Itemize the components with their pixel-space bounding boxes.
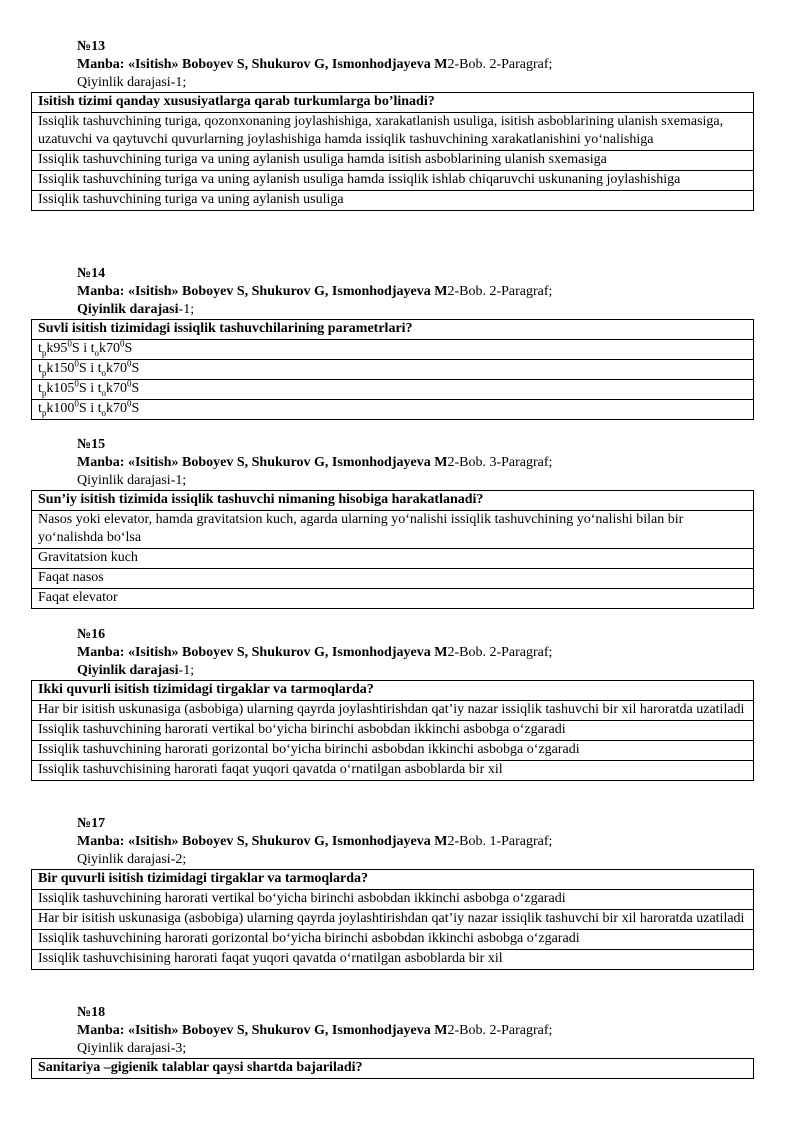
- unit: S: [124, 341, 133, 356]
- joiner: i: [86, 401, 98, 416]
- answer-row: [32, 930, 754, 950]
- answer-text: [32, 360, 754, 380]
- degree-mark: 0: [74, 398, 79, 409]
- answer-text: Har bir isitish uskunasiga (asbobiga) ularning qayrda joylashtirishdan qat’iy nazar issiqlik tashuvchi bir xil haroratda uzatiladi: [32, 701, 754, 721]
- source-label: Manba: «Isitish» Boboyev S, Shukurov G, Ismonhodjayeva M: [77, 57, 448, 72]
- source-line: [77, 833, 800, 851]
- difficulty-label: Qiyinlik darajasi: [77, 663, 179, 678]
- difficulty-line: [77, 851, 800, 869]
- source-reference: 2-Bob. 1-Paragraf;: [447, 834, 553, 849]
- answer-row: [32, 360, 754, 380]
- answer-row: [32, 191, 754, 211]
- question-meta: [77, 626, 800, 680]
- subscript-p: p: [41, 367, 47, 378]
- question-block-15: [0, 436, 800, 609]
- difficulty-line: [77, 74, 800, 92]
- unit: S: [131, 361, 140, 376]
- unit: S: [78, 381, 87, 396]
- question-table: [31, 680, 754, 781]
- difficulty-value: -3;: [170, 1041, 187, 1056]
- answer-text: Issiqlik tashuvchining harorati gorizontal bo‘yicha birinchi asbobdan ikkinchi asbobga o‘zgaradi: [32, 930, 754, 950]
- answer-text: Issiqlik tashuvchisining harorati faqat yuqori qavatda o‘rnatilgan asboblarda bir xil: [32, 761, 754, 781]
- answer-text: Gravitatsion kuch: [32, 549, 754, 569]
- question-text: Bir quvurli isitish tizimidagi tirgaklar va tarmoqlarda?: [32, 870, 754, 890]
- subscript-p: p: [41, 407, 47, 418]
- source-line: [77, 454, 800, 472]
- answer-row: [32, 171, 754, 191]
- question-number: №14: [77, 266, 106, 281]
- source-line: [77, 1022, 800, 1040]
- question-block-14: [0, 265, 800, 420]
- answer-row: [32, 340, 754, 360]
- degree-mark: 0: [119, 338, 125, 349]
- answer-row: [32, 761, 754, 781]
- answer-text: [32, 400, 754, 420]
- question-table: [31, 1058, 754, 1079]
- question-text: Ikki quvurli isitish tizimidagi tirgaklar va tarmoqlarda?: [32, 681, 754, 701]
- difficulty-label: Qiyinlik darajasi: [77, 852, 171, 867]
- answer-text: Issiqlik tashuvchining harorati gorizontal bo‘yicha birinchi asbobdan ikkinchi asbobga o‘zgaradi: [32, 741, 754, 761]
- question-number: №17: [77, 816, 106, 831]
- source-label: Manba: «Isitish» Boboyev S, Shukurov G, Ismonhodjayeva M: [77, 455, 448, 470]
- source-reference: 2-Bob. 2-Paragraf;: [447, 57, 553, 72]
- difficulty-label: Qiyinlik darajasi: [77, 302, 179, 317]
- supply-temp: k100: [46, 401, 75, 416]
- return-temp: k70: [98, 341, 120, 356]
- answer-row: [32, 701, 754, 721]
- answer-text: [32, 340, 754, 360]
- question-meta: [77, 38, 800, 92]
- supply-temp: k150: [46, 361, 75, 376]
- joiner: i: [86, 361, 98, 376]
- source-reference: 2-Bob. 2-Paragraf;: [447, 1023, 553, 1038]
- answer-text: Faqat nasos: [32, 569, 754, 589]
- question-table: [31, 92, 754, 211]
- answer-row: [32, 569, 754, 589]
- source-reference: 2-Bob. 2-Paragraf;: [447, 284, 553, 299]
- temp-symbol: t: [38, 401, 42, 416]
- answer-text: Issiqlik tashuvchining turiga va uning aylanish usuliga hamda issiqlik ishlab chiqaruvchi uskunaning joylashishiga: [32, 171, 754, 191]
- difficulty-value: -1;: [178, 302, 195, 317]
- answer-text: Issiqlik tashuvchining turiga va uning aylanish usuliga hamda isitish asboblarining ulanish sxemasiga: [32, 151, 754, 171]
- source-reference: 2-Bob. 2-Paragraf;: [447, 645, 553, 660]
- difficulty-line: [77, 1040, 800, 1058]
- source-label: Manba: «Isitish» Boboyev S, Shukurov G, Ismonhodjayeva M: [77, 834, 448, 849]
- temp-symbol: t: [38, 341, 42, 356]
- answer-row: [32, 910, 754, 930]
- question-row: [32, 93, 754, 113]
- difficulty-line: [77, 662, 800, 680]
- difficulty-label: Qiyinlik darajasi: [77, 1041, 171, 1056]
- answer-row: [32, 549, 754, 569]
- answer-row: [32, 511, 754, 549]
- return-temp: k70: [105, 361, 127, 376]
- answer-row: [32, 589, 754, 609]
- difficulty-label: Qiyinlik darajasi: [77, 473, 171, 488]
- degree-mark: 0: [74, 378, 79, 389]
- answer-text: Issiqlik tashuvchining turiga, qozonxonaning joylashishiga, xarakatlanish usuliga, isitish asboblarining ulanish sxemasiga, uzatuvchi va qaytuvchi quvurlarning joylashishiga hamda issiqlik tashuvchining xarakatlanishini yo‘nalishiga: [32, 113, 754, 151]
- answer-row: [32, 113, 754, 151]
- temp-symbol: t: [38, 381, 42, 396]
- answer-row: [32, 400, 754, 420]
- source-label: Manba: «Isitish» Boboyev S, Shukurov G, Ismonhodjayeva M: [77, 645, 448, 660]
- degree-mark: 0: [126, 378, 132, 389]
- question-text: Sanitariya –gigienik talablar qaysi shartda bajariladi?: [32, 1059, 754, 1079]
- return-temp: k70: [105, 381, 127, 396]
- question-text: Sun’iy isitish tizimida issiqlik tashuvchi nimaning hisobiga harakatlanadi?: [32, 491, 754, 511]
- subscript-o: o: [101, 407, 106, 418]
- question-block-16: [0, 626, 800, 781]
- question-number: №18: [77, 1005, 106, 1020]
- difficulty-value: -1;: [178, 663, 195, 678]
- source-line: [77, 644, 800, 662]
- unit: S: [71, 341, 80, 356]
- question-table: [31, 490, 754, 609]
- joiner: i: [86, 381, 98, 396]
- answer-text: Issiqlik tashuvchisining harorati faqat yuqori qavatda o‘rnatilgan asboblarda bir xil: [32, 950, 754, 970]
- question-block-18: [0, 1004, 800, 1079]
- answer-text: Nasos yoki elevator, hamda gravitatsion kuch, agarda ularning yo‘nalishi issiqlik tashuvchining yo‘nalishi bilan bir yo‘nalishda bo‘lsa: [32, 511, 754, 549]
- question-number: №13: [77, 39, 106, 54]
- temp-symbol: t: [90, 341, 95, 356]
- difficulty-value: -2;: [170, 852, 187, 867]
- difficulty-value: -1;: [170, 473, 187, 488]
- temp-symbol: t: [38, 361, 42, 376]
- question-row: [32, 1059, 754, 1079]
- answer-row: [32, 950, 754, 970]
- source-line: [77, 56, 800, 74]
- degree-mark: 0: [126, 398, 132, 409]
- question-row: [32, 870, 754, 890]
- question-row: [32, 491, 754, 511]
- answer-text: Issiqlik tashuvchining harorati vertikal bo‘yicha birinchi asbobdan ikkinchi asbobga o‘zgaradi: [32, 721, 754, 741]
- answer-row: [32, 721, 754, 741]
- question-meta: [77, 265, 800, 319]
- question-meta: [77, 436, 800, 490]
- question-block-17: [0, 815, 800, 970]
- answer-row: [32, 380, 754, 400]
- question-row: [32, 681, 754, 701]
- subscript-o: o: [101, 367, 106, 378]
- unit: S: [78, 401, 87, 416]
- answer-text: Faqat elevator: [32, 589, 754, 609]
- subscript-o: o: [101, 387, 106, 398]
- return-temp: k70: [105, 401, 127, 416]
- temp-symbol: t: [97, 381, 102, 396]
- question-meta: [77, 1004, 800, 1058]
- difficulty-value: -1;: [170, 75, 187, 90]
- subscript-p: p: [41, 387, 47, 398]
- question-meta: [77, 815, 800, 869]
- source-line: [77, 283, 800, 301]
- question-number: №15: [77, 437, 106, 452]
- answer-row: [32, 741, 754, 761]
- joiner: i: [79, 341, 91, 356]
- unit: S: [78, 361, 87, 376]
- answer-text: Issiqlik tashuvchining harorati vertikal bo‘yicha birinchi asbobdan ikkinchi asbobga o‘zgaradi: [32, 890, 754, 910]
- question-block-13: [0, 38, 800, 211]
- supply-temp: k95: [46, 341, 68, 356]
- subscript-p: p: [41, 347, 47, 358]
- degree-mark: 0: [67, 338, 72, 349]
- difficulty-line: [77, 472, 800, 490]
- question-table: [31, 319, 754, 420]
- question-text: Suvli isitish tizimidagi issiqlik tashuvchilarining parametrlari?: [32, 320, 754, 340]
- question-number: №16: [77, 627, 106, 642]
- unit: S: [131, 401, 140, 416]
- answer-text: Issiqlik tashuvchining turiga va uning aylanish usuliga: [32, 191, 754, 211]
- difficulty-line: [77, 301, 800, 319]
- question-row: [32, 320, 754, 340]
- temp-symbol: t: [97, 401, 102, 416]
- answer-row: [32, 890, 754, 910]
- supply-temp: k105: [46, 381, 75, 396]
- unit: S: [131, 381, 140, 396]
- difficulty-label: Qiyinlik darajasi: [77, 75, 171, 90]
- answer-text: Har bir isitish uskunasiga (asbobiga) ularning qayrda joylashtirishdan qat’iy nazar issiqlik tashuvchi bir xil haroratda uzatiladi: [32, 910, 754, 930]
- subscript-o: o: [94, 347, 99, 358]
- degree-mark: 0: [126, 358, 132, 369]
- question-text: Isitish tizimi qanday xususiyatlarga qarab turkumlarga bo’linadi?: [32, 93, 754, 113]
- source-label: Manba: «Isitish» Boboyev S, Shukurov G, Ismonhodjayeva M: [77, 284, 448, 299]
- source-reference: 2-Bob. 3-Paragraf;: [447, 455, 553, 470]
- temp-symbol: t: [97, 361, 102, 376]
- question-table: [31, 869, 754, 970]
- source-label: Manba: «Isitish» Boboyev S, Shukurov G, Ismonhodjayeva M: [77, 1023, 448, 1038]
- answer-row: [32, 151, 754, 171]
- answer-text: [32, 380, 754, 400]
- degree-mark: 0: [74, 358, 79, 369]
